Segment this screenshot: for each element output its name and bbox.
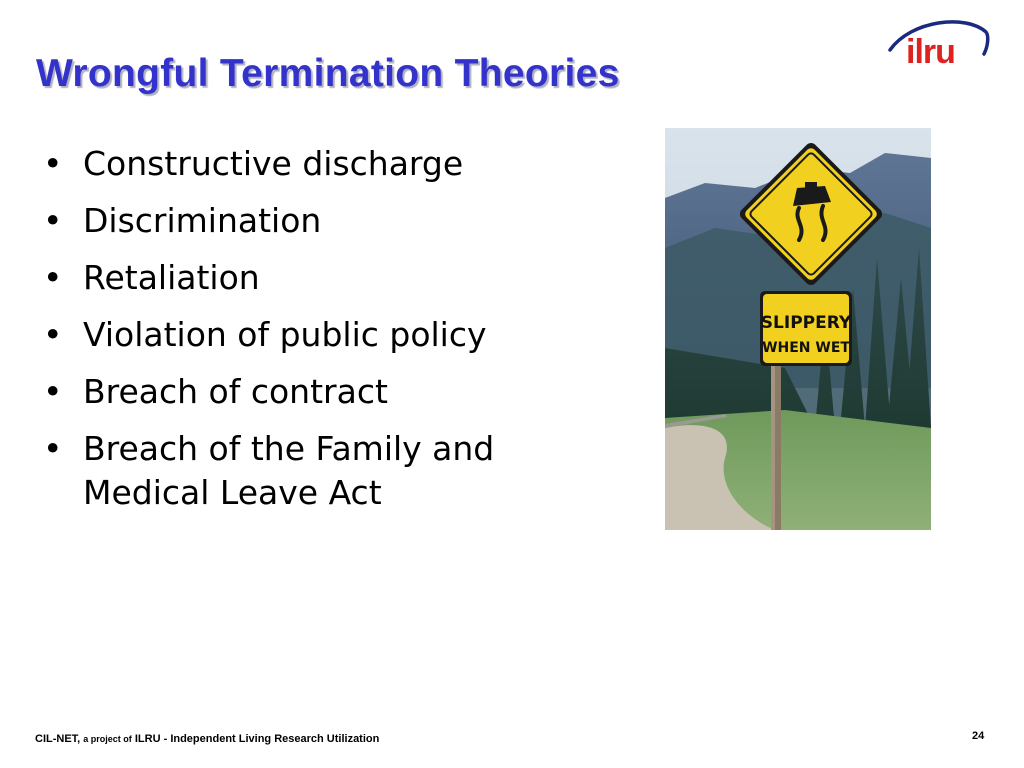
footer-cilnet: CIL-NET, xyxy=(35,733,81,745)
sign-text-line2: WHEN WET xyxy=(762,340,850,356)
bullet-item xyxy=(40,370,620,414)
logo-text: ilru xyxy=(906,33,955,71)
bullet-dot: • xyxy=(43,201,63,240)
bullet-item xyxy=(40,199,620,243)
bullet-item xyxy=(40,256,620,300)
bullet-text: Retaliation xyxy=(83,258,260,297)
bullet-text: Breach of contract xyxy=(83,372,388,411)
bullet-text: Breach of the Family and Medical Leave Act xyxy=(83,429,495,512)
bullet-text: Violation of public policy xyxy=(83,315,487,354)
footer xyxy=(35,733,379,745)
sign-text-line1: SLIPPERY xyxy=(760,313,852,333)
bullet-item xyxy=(40,427,620,515)
bullet-item xyxy=(40,142,620,186)
bullet-item xyxy=(40,313,620,357)
bullet-text: Constructive discharge xyxy=(83,144,464,183)
bullet-text: Discrimination xyxy=(83,201,322,240)
page-number: 24 xyxy=(972,730,985,742)
bullet-dot: • xyxy=(43,144,63,183)
bullet-list xyxy=(40,142,620,528)
slide-title: Wrongful Termination Theories xyxy=(36,52,620,95)
footer-ilru: ILRU - Independent Living Research Utilization xyxy=(134,733,380,745)
ilru-logo xyxy=(886,14,992,74)
footer-project-of: a project of xyxy=(83,734,132,744)
slippery-sign-photo xyxy=(665,128,931,530)
bullet-dot: • xyxy=(43,372,63,411)
bullet-dot: • xyxy=(43,258,63,297)
bullet-dot: • xyxy=(43,429,63,468)
bullet-dot: • xyxy=(43,315,63,354)
